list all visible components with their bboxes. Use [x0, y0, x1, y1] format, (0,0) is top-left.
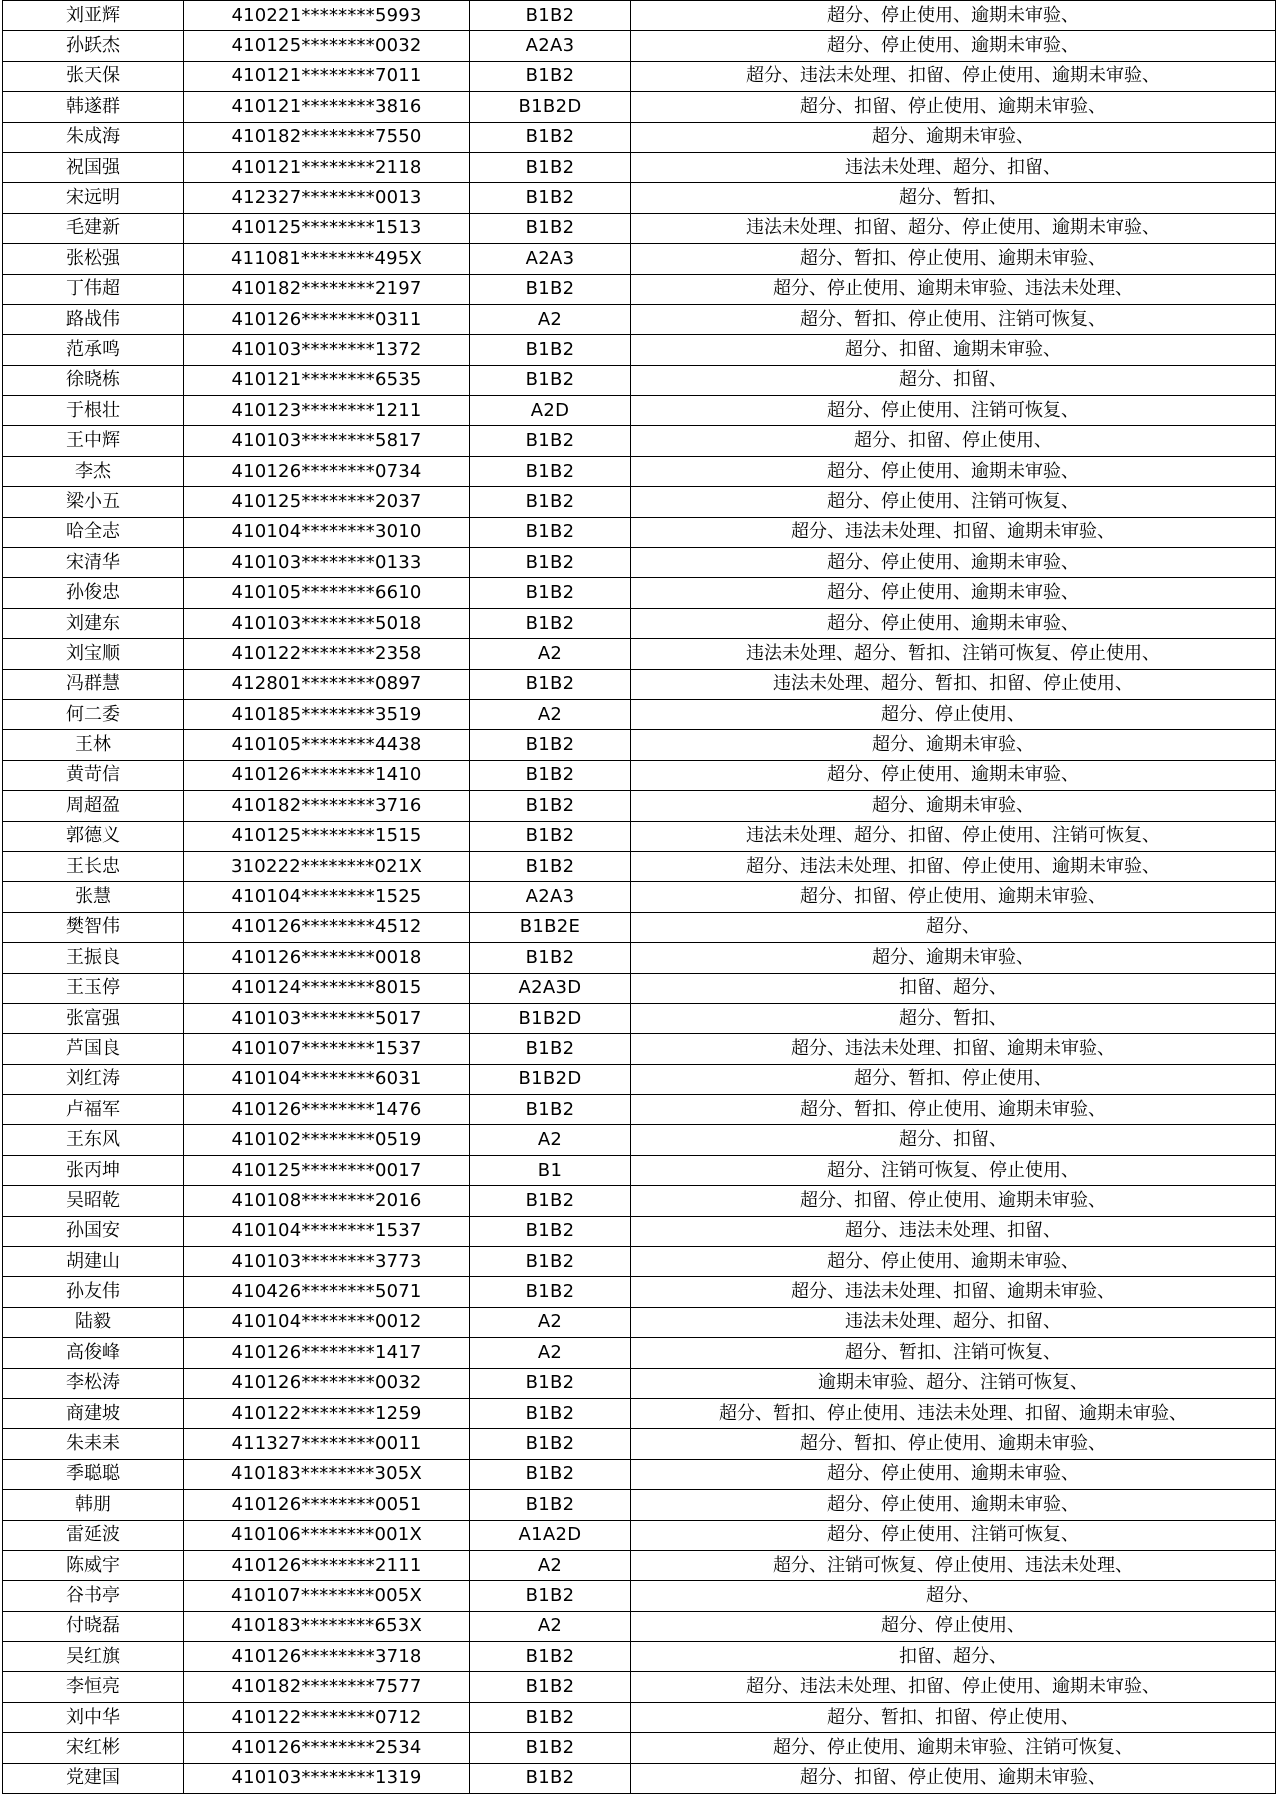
license-status-cell: 超分、停止使用、逾期未审验、	[631, 548, 1276, 578]
license-status-cell: 违法未处理、超分、扣留、停止使用、注销可恢复、	[631, 821, 1276, 851]
driver-name-cell: 刘宝顺	[3, 639, 184, 669]
license-class-cell: B1B2	[470, 1095, 631, 1125]
license-status-cell: 超分、违法未处理、扣留、停止使用、逾期未审验、	[631, 61, 1276, 91]
table-row	[3, 183, 1276, 213]
id-number-cell: 410126********1410	[184, 760, 470, 790]
table-row	[3, 1095, 1276, 1125]
id-number-cell: 410126********3718	[184, 1642, 470, 1672]
table-row	[3, 1702, 1276, 1732]
driver-name-cell: 孙友伟	[3, 1277, 184, 1307]
driver-name-cell: 王林	[3, 730, 184, 760]
license-class-cell: B1B2	[470, 1368, 631, 1398]
license-status-cell: 违法未处理、超分、扣留、	[631, 1307, 1276, 1337]
driver-name-cell: 吴红旗	[3, 1642, 184, 1672]
driver-name-cell: 哈全志	[3, 517, 184, 547]
table-row	[3, 1550, 1276, 1580]
license-status-cell: 超分、暂扣、停止使用、逾期未审验、	[631, 1095, 1276, 1125]
table-row	[3, 699, 1276, 729]
id-number-cell: 410103********5817	[184, 426, 470, 456]
table-row	[3, 1, 1276, 31]
table-row	[3, 669, 1276, 699]
table-row	[3, 1247, 1276, 1277]
license-status-table	[2, 0, 1276, 1794]
table-body	[3, 1, 1276, 1794]
license-status-cell: 超分、停止使用、逾期未审验、	[631, 760, 1276, 790]
driver-name-cell: 丁伟超	[3, 274, 184, 304]
table-row	[3, 274, 1276, 304]
license-status-cell: 超分、暂扣、注销可恢复、	[631, 1338, 1276, 1368]
driver-name-cell: 张富强	[3, 1003, 184, 1033]
table-row	[3, 152, 1276, 182]
license-class-cell: B1B2	[470, 1642, 631, 1672]
license-status-cell: 超分、违法未处理、扣留、停止使用、逾期未审验、	[631, 851, 1276, 881]
id-number-cell: 410126********0032	[184, 1368, 470, 1398]
id-number-cell: 410122********2358	[184, 639, 470, 669]
license-class-cell: B1B2E	[470, 912, 631, 942]
license-class-cell: B1B2	[470, 608, 631, 638]
license-class-cell: A2	[470, 639, 631, 669]
license-status-cell: 超分、停止使用、逾期未审验、	[631, 1247, 1276, 1277]
driver-name-cell: 胡建山	[3, 1247, 184, 1277]
id-number-cell: 410426********5071	[184, 1277, 470, 1307]
license-class-cell: A2	[470, 304, 631, 334]
table-row	[3, 821, 1276, 851]
license-class-cell: B1B2	[470, 122, 631, 152]
id-number-cell: 412801********0897	[184, 669, 470, 699]
license-class-cell: B1B2D	[470, 92, 631, 122]
driver-name-cell: 吴昭乾	[3, 1186, 184, 1216]
table-row	[3, 639, 1276, 669]
license-status-cell: 超分、停止使用、逾期未审验、违法未处理、	[631, 274, 1276, 304]
table-row	[3, 1125, 1276, 1155]
table-row	[3, 1642, 1276, 1672]
license-class-cell: B1B2	[470, 943, 631, 973]
license-status-cell: 超分、扣留、停止使用、逾期未审验、	[631, 1186, 1276, 1216]
license-status-cell: 超分、暂扣、停止使用、违法未处理、扣留、逾期未审验、	[631, 1398, 1276, 1428]
license-status-cell: 超分、违法未处理、扣留、逾期未审验、	[631, 1034, 1276, 1064]
id-number-cell: 410125********2037	[184, 487, 470, 517]
id-number-cell: 410126********0018	[184, 943, 470, 973]
driver-name-cell: 毛建新	[3, 213, 184, 243]
id-number-cell: 410104********0012	[184, 1307, 470, 1337]
table-row	[3, 1611, 1276, 1641]
id-number-cell: 410126********1476	[184, 1095, 470, 1125]
table-row	[3, 760, 1276, 790]
driver-name-cell: 樊智伟	[3, 912, 184, 942]
license-status-cell: 超分、扣留、停止使用、逾期未审验、	[631, 1763, 1276, 1793]
license-status-cell: 超分、停止使用、逾期未审验、	[631, 456, 1276, 486]
table-row	[3, 1186, 1276, 1216]
id-number-cell: 410121********2118	[184, 152, 470, 182]
license-class-cell: A2	[470, 1611, 631, 1641]
license-class-cell: B1B2	[470, 1, 631, 31]
table-row	[3, 791, 1276, 821]
driver-name-cell: 孙俊忠	[3, 578, 184, 608]
license-status-cell: 超分、停止使用、逾期未审验、	[631, 1, 1276, 31]
license-class-cell: B1B2	[470, 274, 631, 304]
driver-name-cell: 王长忠	[3, 851, 184, 881]
license-class-cell: B1B2	[470, 183, 631, 213]
table-row	[3, 1338, 1276, 1368]
driver-name-cell: 卢福军	[3, 1095, 184, 1125]
license-class-cell: B1B2	[470, 1459, 631, 1489]
driver-name-cell: 何二委	[3, 699, 184, 729]
driver-name-cell: 李杰	[3, 456, 184, 486]
id-number-cell: 410183********305X	[184, 1459, 470, 1489]
table-row	[3, 943, 1276, 973]
license-status-cell: 超分、违法未处理、扣留、逾期未审验、	[631, 1277, 1276, 1307]
driver-name-cell: 祝国强	[3, 152, 184, 182]
driver-name-cell: 黄苛信	[3, 760, 184, 790]
license-status-cell: 违法未处理、超分、扣留、	[631, 152, 1276, 182]
license-class-cell: B1B2	[470, 1733, 631, 1763]
driver-name-cell: 张天保	[3, 61, 184, 91]
table-row	[3, 304, 1276, 334]
id-number-cell: 410102********0519	[184, 1125, 470, 1155]
table-row	[3, 456, 1276, 486]
license-status-cell: 超分、暂扣、停止使用、逾期未审验、	[631, 1429, 1276, 1459]
table-row	[3, 365, 1276, 395]
table-row	[3, 882, 1276, 912]
license-class-cell: B1B2	[470, 1429, 631, 1459]
license-status-cell: 超分、暂扣、	[631, 1003, 1276, 1033]
table-row	[3, 1459, 1276, 1489]
driver-name-cell: 朱耒耒	[3, 1429, 184, 1459]
table-row	[3, 517, 1276, 547]
license-status-cell: 逾期未审验、超分、注销可恢复、	[631, 1368, 1276, 1398]
driver-name-cell: 党建国	[3, 1763, 184, 1793]
license-status-cell: 超分、停止使用、逾期未审验、	[631, 1490, 1276, 1520]
driver-name-cell: 周超盈	[3, 791, 184, 821]
license-class-cell: A2A3D	[470, 973, 631, 1003]
id-number-cell: 410108********2016	[184, 1186, 470, 1216]
license-status-cell: 超分、暂扣、停止使用、注销可恢复、	[631, 304, 1276, 334]
table-row	[3, 1581, 1276, 1611]
license-class-cell: B1B2	[470, 1186, 631, 1216]
id-number-cell: 410185********3519	[184, 699, 470, 729]
id-number-cell: 310222********021X	[184, 851, 470, 881]
id-number-cell: 410126********4512	[184, 912, 470, 942]
license-status-cell: 超分、逾期未审验、	[631, 730, 1276, 760]
license-status-cell: 超分、扣留、逾期未审验、	[631, 335, 1276, 365]
table-row	[3, 1672, 1276, 1702]
driver-name-cell: 孙跃杰	[3, 31, 184, 61]
driver-name-cell: 高俊峰	[3, 1338, 184, 1368]
id-number-cell: 410182********7577	[184, 1672, 470, 1702]
table-row	[3, 1155, 1276, 1185]
id-number-cell: 410104********6031	[184, 1064, 470, 1094]
id-number-cell: 410104********1537	[184, 1216, 470, 1246]
license-status-cell: 超分、停止使用、逾期未审验、	[631, 31, 1276, 61]
license-class-cell: B1B2	[470, 426, 631, 456]
table-row	[3, 335, 1276, 365]
license-class-cell: B1B2	[470, 791, 631, 821]
license-status-cell: 超分、注销可恢复、停止使用、	[631, 1155, 1276, 1185]
license-class-cell: A2A3	[470, 882, 631, 912]
license-class-cell: B1B2	[470, 1398, 631, 1428]
license-class-cell: B1B2	[470, 1277, 631, 1307]
id-number-cell: 410104********1525	[184, 882, 470, 912]
license-class-cell: B1B2	[470, 517, 631, 547]
license-class-cell: A2	[470, 1338, 631, 1368]
id-number-cell: 410105********4438	[184, 730, 470, 760]
license-class-cell: B1B2	[470, 821, 631, 851]
id-number-cell: 410122********1259	[184, 1398, 470, 1428]
driver-name-cell: 宋远明	[3, 183, 184, 213]
license-class-cell: B1B2	[470, 456, 631, 486]
id-number-cell: 410121********3816	[184, 92, 470, 122]
table-row	[3, 1034, 1276, 1064]
license-status-cell: 违法未处理、超分、暂扣、扣留、停止使用、	[631, 669, 1276, 699]
table-row	[3, 1763, 1276, 1793]
id-number-cell: 410103********5017	[184, 1003, 470, 1033]
license-class-cell: B1B2D	[470, 1003, 631, 1033]
license-status-cell: 超分、停止使用、注销可恢复、	[631, 396, 1276, 426]
driver-name-cell: 王中辉	[3, 426, 184, 456]
license-status-cell: 超分、暂扣、停止使用、逾期未审验、	[631, 244, 1276, 274]
license-status-cell: 超分、暂扣、	[631, 183, 1276, 213]
table-row	[3, 1520, 1276, 1550]
license-class-cell: B1B2	[470, 61, 631, 91]
driver-name-cell: 季聪聪	[3, 1459, 184, 1489]
table-row	[3, 578, 1276, 608]
license-status-cell: 扣留、超分、	[631, 973, 1276, 1003]
license-class-cell: B1B2	[470, 1702, 631, 1732]
id-number-cell: 410125********1515	[184, 821, 470, 851]
license-class-cell: B1B2	[470, 1672, 631, 1702]
id-number-cell: 410126********2534	[184, 1733, 470, 1763]
id-number-cell: 410124********8015	[184, 973, 470, 1003]
id-number-cell: 410182********3716	[184, 791, 470, 821]
driver-name-cell: 孙国安	[3, 1216, 184, 1246]
driver-name-cell: 付晓磊	[3, 1611, 184, 1641]
driver-name-cell: 刘亚辉	[3, 1, 184, 31]
license-status-cell: 超分、暂扣、扣留、停止使用、	[631, 1702, 1276, 1732]
driver-name-cell: 韩朋	[3, 1490, 184, 1520]
license-status-cell: 超分、违法未处理、扣留、	[631, 1216, 1276, 1246]
table-row	[3, 244, 1276, 274]
driver-name-cell: 陆毅	[3, 1307, 184, 1337]
license-status-cell: 超分、违法未处理、扣留、停止使用、逾期未审验、	[631, 1672, 1276, 1702]
id-number-cell: 410182********7550	[184, 122, 470, 152]
table-row	[3, 487, 1276, 517]
id-number-cell: 412327********0013	[184, 183, 470, 213]
license-class-cell: B1B2	[470, 730, 631, 760]
id-number-cell: 410221********5993	[184, 1, 470, 31]
license-status-cell: 超分、扣留、停止使用、逾期未审验、	[631, 92, 1276, 122]
table-row	[3, 31, 1276, 61]
license-class-cell: A1A2D	[470, 1520, 631, 1550]
driver-name-cell: 商建坡	[3, 1398, 184, 1428]
id-number-cell: 410103********3773	[184, 1247, 470, 1277]
driver-name-cell: 于根壮	[3, 396, 184, 426]
table-row	[3, 213, 1276, 243]
license-class-cell: B1B2	[470, 760, 631, 790]
table-row	[3, 851, 1276, 881]
table-row	[3, 1490, 1276, 1520]
license-status-cell: 超分、停止使用、逾期未审验、	[631, 608, 1276, 638]
license-status-cell: 超分、停止使用、注销可恢复、	[631, 1520, 1276, 1550]
table-row	[3, 973, 1276, 1003]
license-class-cell: A2	[470, 699, 631, 729]
driver-name-cell: 芦国良	[3, 1034, 184, 1064]
license-status-cell: 超分、逾期未审验、	[631, 122, 1276, 152]
license-status-cell: 超分、	[631, 1581, 1276, 1611]
driver-name-cell: 雷延波	[3, 1520, 184, 1550]
table-row	[3, 1277, 1276, 1307]
id-number-cell: 410104********3010	[184, 517, 470, 547]
id-number-cell: 410126********1417	[184, 1338, 470, 1368]
table-row	[3, 1733, 1276, 1763]
license-class-cell: B1B2D	[470, 1064, 631, 1094]
table-row	[3, 1216, 1276, 1246]
table-row	[3, 912, 1276, 942]
table-row	[3, 548, 1276, 578]
license-class-cell: A2	[470, 1550, 631, 1580]
license-class-cell: A2	[470, 1125, 631, 1155]
license-class-cell: B1B2	[470, 1490, 631, 1520]
id-number-cell: 410107********1537	[184, 1034, 470, 1064]
license-class-cell: A2A3	[470, 244, 631, 274]
license-status-cell: 超分、注销可恢复、停止使用、违法未处理、	[631, 1550, 1276, 1580]
driver-name-cell: 王振良	[3, 943, 184, 973]
license-class-cell: B1B2	[470, 548, 631, 578]
id-number-cell: 410123********1211	[184, 396, 470, 426]
table-row	[3, 608, 1276, 638]
license-status-cell: 超分、	[631, 912, 1276, 942]
driver-name-cell: 韩遂群	[3, 92, 184, 122]
license-class-cell: B1B2	[470, 1034, 631, 1064]
id-number-cell: 410103********1319	[184, 1763, 470, 1793]
table-row	[3, 1307, 1276, 1337]
id-number-cell: 410125********1513	[184, 213, 470, 243]
id-number-cell: 410121********7011	[184, 61, 470, 91]
driver-name-cell: 郭德义	[3, 821, 184, 851]
driver-name-cell: 冯群慧	[3, 669, 184, 699]
driver-name-cell: 王东风	[3, 1125, 184, 1155]
license-class-cell: A2D	[470, 396, 631, 426]
id-number-cell: 410125********0017	[184, 1155, 470, 1185]
id-number-cell: 410121********6535	[184, 365, 470, 395]
license-status-cell: 超分、暂扣、停止使用、	[631, 1064, 1276, 1094]
driver-name-cell: 王玉停	[3, 973, 184, 1003]
table-row	[3, 396, 1276, 426]
driver-name-cell: 谷书亭	[3, 1581, 184, 1611]
driver-name-cell: 宋红彬	[3, 1733, 184, 1763]
license-class-cell: B1	[470, 1155, 631, 1185]
id-number-cell: 410126********2111	[184, 1550, 470, 1580]
id-number-cell: 410106********001X	[184, 1520, 470, 1550]
license-class-cell: B1B2	[470, 1247, 631, 1277]
driver-name-cell: 梁小五	[3, 487, 184, 517]
license-class-cell: B1B2	[470, 1763, 631, 1793]
license-status-sheet	[2, 0, 1275, 1794]
table-row	[3, 1003, 1276, 1033]
table-row	[3, 1398, 1276, 1428]
license-status-cell: 超分、逾期未审验、	[631, 791, 1276, 821]
table-row	[3, 1429, 1276, 1459]
id-number-cell: 410126********0311	[184, 304, 470, 334]
license-status-cell: 违法未处理、超分、暂扣、注销可恢复、停止使用、	[631, 639, 1276, 669]
id-number-cell: 410125********0032	[184, 31, 470, 61]
id-number-cell: 411081********495X	[184, 244, 470, 274]
license-status-cell: 超分、扣留、停止使用、	[631, 426, 1276, 456]
license-status-cell: 超分、违法未处理、扣留、逾期未审验、	[631, 517, 1276, 547]
license-status-cell: 超分、停止使用、逾期未审验、注销可恢复、	[631, 1733, 1276, 1763]
driver-name-cell: 张丙坤	[3, 1155, 184, 1185]
driver-name-cell: 李松涛	[3, 1368, 184, 1398]
table-row	[3, 426, 1276, 456]
license-class-cell: B1B2	[470, 487, 631, 517]
id-number-cell: 410122********0712	[184, 1702, 470, 1732]
license-status-cell: 超分、扣留、	[631, 365, 1276, 395]
license-status-cell: 扣留、超分、	[631, 1642, 1276, 1672]
driver-name-cell: 陈威宇	[3, 1550, 184, 1580]
license-status-cell: 超分、停止使用、	[631, 1611, 1276, 1641]
license-class-cell: A2	[470, 1307, 631, 1337]
table-row	[3, 92, 1276, 122]
license-class-cell: B1B2	[470, 851, 631, 881]
license-status-cell: 超分、停止使用、	[631, 699, 1276, 729]
driver-name-cell: 李恒亮	[3, 1672, 184, 1702]
id-number-cell: 410183********653X	[184, 1611, 470, 1641]
id-number-cell: 410103********5018	[184, 608, 470, 638]
driver-name-cell: 刘中华	[3, 1702, 184, 1732]
table-row	[3, 122, 1276, 152]
license-status-cell: 超分、停止使用、注销可恢复、	[631, 487, 1276, 517]
license-status-cell: 超分、逾期未审验、	[631, 943, 1276, 973]
license-class-cell: B1B2	[470, 1216, 631, 1246]
license-status-cell: 超分、扣留、	[631, 1125, 1276, 1155]
id-number-cell: 410126********0734	[184, 456, 470, 486]
table-row	[3, 730, 1276, 760]
license-status-cell: 违法未处理、扣留、超分、停止使用、逾期未审验、	[631, 213, 1276, 243]
driver-name-cell: 范承鸣	[3, 335, 184, 365]
id-number-cell: 410105********6610	[184, 578, 470, 608]
license-class-cell: B1B2	[470, 669, 631, 699]
driver-name-cell: 宋清华	[3, 548, 184, 578]
id-number-cell: 410103********0133	[184, 548, 470, 578]
license-class-cell: B1B2	[470, 335, 631, 365]
driver-name-cell: 路战伟	[3, 304, 184, 334]
license-class-cell: B1B2	[470, 1581, 631, 1611]
driver-name-cell: 徐晓栋	[3, 365, 184, 395]
id-number-cell: 410103********1372	[184, 335, 470, 365]
id-number-cell: 410182********2197	[184, 274, 470, 304]
driver-name-cell: 刘红涛	[3, 1064, 184, 1094]
driver-name-cell: 张松强	[3, 244, 184, 274]
table-row	[3, 61, 1276, 91]
driver-name-cell: 朱成海	[3, 122, 184, 152]
driver-name-cell: 刘建东	[3, 608, 184, 638]
license-class-cell: B1B2	[470, 213, 631, 243]
id-number-cell: 410107********005X	[184, 1581, 470, 1611]
driver-name-cell: 张慧	[3, 882, 184, 912]
license-class-cell: B1B2	[470, 152, 631, 182]
id-number-cell: 411327********0011	[184, 1429, 470, 1459]
license-status-cell: 超分、扣留、停止使用、逾期未审验、	[631, 882, 1276, 912]
table-row	[3, 1064, 1276, 1094]
table-row	[3, 1368, 1276, 1398]
license-class-cell: B1B2	[470, 365, 631, 395]
license-status-cell: 超分、停止使用、逾期未审验、	[631, 1459, 1276, 1489]
license-class-cell: B1B2	[470, 578, 631, 608]
id-number-cell: 410126********0051	[184, 1490, 470, 1520]
license-status-cell: 超分、停止使用、逾期未审验、	[631, 578, 1276, 608]
license-class-cell: A2A3	[470, 31, 631, 61]
